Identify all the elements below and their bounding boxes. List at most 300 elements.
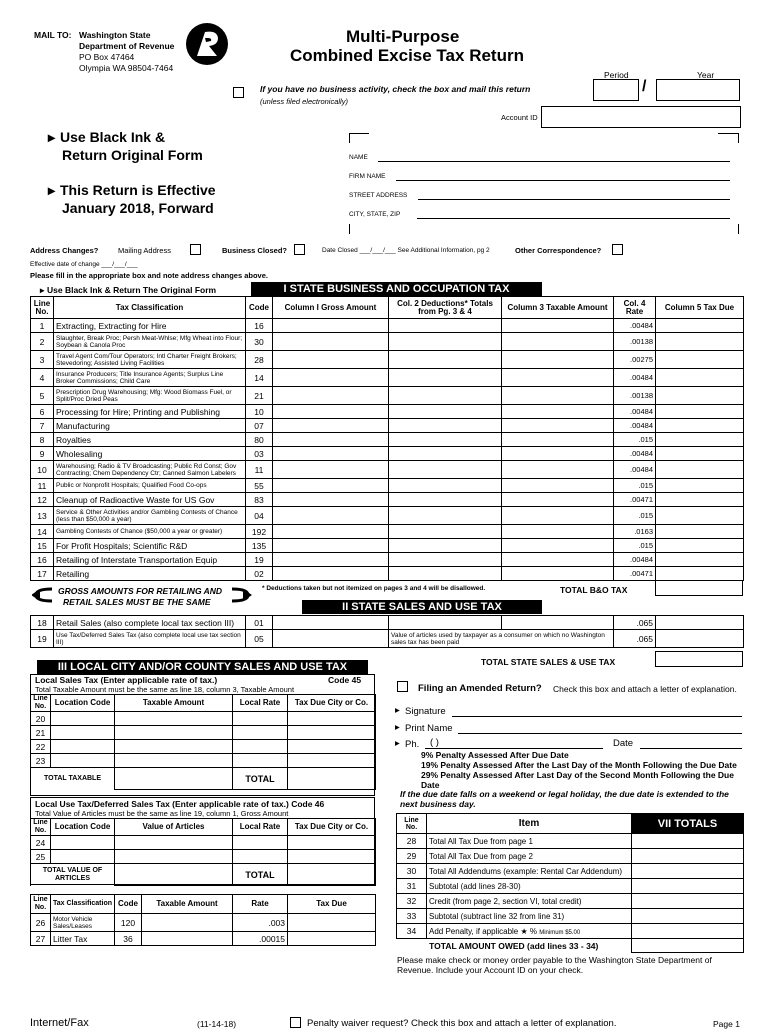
totals-amount[interactable]: [632, 864, 744, 879]
bo-deductions[interactable]: [389, 461, 502, 479]
bo-row: [31, 387, 744, 405]
misc-h-due: Tax Due: [288, 895, 376, 914]
totals-table: [396, 813, 744, 953]
bo-code: 11: [246, 461, 273, 479]
account-id-field[interactable]: [541, 106, 741, 128]
city-label: CITY, STATE, ZIP: [349, 211, 401, 218]
bo-rate: .015: [614, 507, 656, 525]
bo-classification: Royalties: [54, 433, 246, 447]
bo-gross-amount[interactable]: [273, 507, 389, 525]
year-label: Year: [697, 70, 715, 80]
bo-h-class: Tax Classification: [54, 297, 246, 319]
local-sales-location-code[interactable]: [51, 754, 115, 768]
sales-table: [30, 615, 744, 648]
addr-corner-left: [349, 133, 350, 143]
penalty-29: 29% Penalty Assessed After Last Day of the Second Month Following the Due Date: [421, 770, 734, 790]
local-sales-amount[interactable]: [115, 754, 233, 768]
local-sales-tax-due[interactable]: [288, 726, 376, 740]
bo-code: 10: [246, 405, 273, 419]
total-taxable-label: TOTAL TAXABLE: [31, 768, 115, 790]
bo-taxable-amount[interactable]: [502, 387, 614, 405]
date-field[interactable]: [640, 748, 742, 749]
addr-corner-right-top: [718, 133, 738, 134]
bo-classification: Service & Other Activities and/or Gambling Contests of Chance (less than $50,000 a year): [54, 507, 246, 525]
totals-item: Total All Addendums (example: Rental Car Addendum): [427, 864, 632, 879]
bo-taxable-amount[interactable]: [502, 405, 614, 419]
local-use-title: Local Use Tax/Deferred Sales Tax (Enter applicable rate of tax.) Code 46: [35, 799, 325, 809]
signature-arrow: ▸: [395, 705, 400, 716]
bo-deductions[interactable]: [389, 525, 502, 539]
penalty-star-icon: ★: [518, 926, 530, 936]
right-arrow-icon: [228, 586, 252, 604]
black-ink-note: Use Black Ink & Return The Original Form: [47, 285, 217, 295]
penalty-minimum: Minimum $5.00: [539, 929, 581, 936]
local-code-45: Code 45: [328, 675, 362, 685]
totals-item: Total All Tax Due from page 2: [427, 849, 632, 864]
totals-line-no: 28: [397, 834, 427, 849]
use-h-due: Tax Due City or Co.: [288, 819, 376, 836]
sales-gross-18[interactable]: [273, 616, 389, 630]
bo-line-no: 16: [31, 553, 54, 567]
bo-deductions[interactable]: [389, 479, 502, 493]
bo-line-no: 10: [31, 461, 54, 479]
bo-classification: Cleanup of Radioactive Waste for US Gov: [54, 493, 246, 507]
local-sales-row: [31, 712, 376, 726]
local-total-field[interactable]: [288, 768, 376, 790]
bo-taxable-amount[interactable]: [502, 419, 614, 433]
local-sales-rate[interactable]: [233, 754, 288, 768]
bo-row: [31, 493, 744, 507]
total-sales-field[interactable]: [655, 651, 743, 667]
print-name-field[interactable]: [458, 733, 742, 734]
sales-deduct-18[interactable]: [389, 616, 502, 630]
bo-tax-due[interactable]: [656, 479, 744, 493]
bo-row: [31, 567, 744, 581]
bo-gross-amount[interactable]: [273, 333, 389, 351]
year-field[interactable]: [656, 79, 740, 101]
bo-gross-amount[interactable]: [273, 447, 389, 461]
totals-amount[interactable]: [632, 849, 744, 864]
local-sales-location-code[interactable]: [51, 712, 115, 726]
sales-rate-18: .065: [614, 616, 656, 630]
local-use-amount[interactable]: [115, 836, 233, 850]
local-use-table: [30, 818, 376, 886]
bo-row: [31, 539, 744, 553]
bo-taxable-amount[interactable]: [502, 507, 614, 525]
local-h-loc: Location Code: [51, 695, 115, 712]
use-h-val: Value of Articles: [115, 819, 233, 836]
totals-row: [397, 864, 744, 879]
misc-h-rate: Rate: [233, 895, 288, 914]
totals-amount[interactable]: [632, 909, 744, 924]
bo-line-no: 6: [31, 405, 54, 419]
business-closed-label: Business Closed?: [222, 246, 288, 255]
amended-checkbox[interactable]: [397, 681, 408, 692]
bo-taxable-amount[interactable]: [502, 351, 614, 369]
bo-gross-amount[interactable]: [273, 351, 389, 369]
bo-taxable-amount[interactable]: [502, 567, 614, 581]
local-use-location-code[interactable]: [51, 836, 115, 850]
bo-tax-due[interactable]: [656, 419, 744, 433]
bo-taxable-amount[interactable]: [502, 447, 614, 461]
bo-line-no: 7: [31, 419, 54, 433]
bo-tax-due[interactable]: [656, 387, 744, 405]
penalty-percent: %: [529, 926, 540, 936]
mailing-address-checkbox[interactable]: [190, 244, 201, 255]
footer-left: Internet/Fax: [30, 1017, 89, 1029]
bo-rate: .0163: [614, 525, 656, 539]
addr-corner-bl: [349, 224, 350, 234]
bo-rate: .00484: [614, 369, 656, 387]
bo-h-c3: Column 3 Taxable Amount: [502, 297, 614, 319]
addr-corner-right: [738, 133, 739, 143]
local-sales-line-no: 22: [31, 740, 51, 754]
amount-owed-label: TOTAL AMOUNT OWED (add lines 33 - 34): [397, 939, 632, 953]
bo-tax-due[interactable]: [656, 369, 744, 387]
city-field[interactable]: [417, 218, 730, 219]
bo-gross-amount[interactable]: [273, 553, 389, 567]
sales-due-18[interactable]: [656, 616, 744, 630]
sales-line-19: 19: [31, 630, 54, 648]
bo-classification: Retailing: [54, 567, 246, 581]
total-taxable-field[interactable]: [115, 768, 233, 790]
bo-deductions[interactable]: [389, 567, 502, 581]
bo-deductions[interactable]: [389, 333, 502, 351]
electronic-note: (unless filed electronically): [260, 97, 348, 106]
local-sales-title: Local Sales Tax (Enter applicable rate of tax.): [35, 675, 218, 685]
local-section-title: III LOCAL CITY AND/OR COUNTY SALES AND USE TAX: [37, 660, 368, 674]
totals-line-no: 29: [397, 849, 427, 864]
bo-taxable-amount[interactable]: [502, 553, 614, 567]
street-field[interactable]: [418, 199, 730, 200]
name-field[interactable]: [378, 161, 730, 162]
bo-line-no: 2: [31, 333, 54, 351]
local-use-amount[interactable]: [115, 850, 233, 864]
page-number: Page 1: [713, 1019, 740, 1029]
bo-taxable-amount[interactable]: [502, 479, 614, 493]
bo-deductions[interactable]: [389, 419, 502, 433]
bo-code: 19: [246, 553, 273, 567]
instr-arrow-1: ▸: [48, 129, 56, 145]
bo-h-c4: Col. 4 Rate: [614, 297, 656, 319]
bo-gross-amount[interactable]: [273, 419, 389, 433]
date-closed-text: Date Closed ___/___/___ See Additional Information, pg 2: [322, 247, 490, 254]
bo-gross-amount[interactable]: [273, 319, 389, 333]
amount-owed-field[interactable]: [632, 939, 744, 953]
gross-note-1: GROSS AMOUNTS FOR RETAILING AND: [58, 586, 223, 596]
bo-line-no: 3: [31, 351, 54, 369]
bo-line-no: 15: [31, 539, 54, 553]
bo-deductions[interactable]: [389, 433, 502, 447]
local-sales-location-code[interactable]: [51, 726, 115, 740]
bo-gross-amount[interactable]: [273, 479, 389, 493]
totals-row: [397, 894, 744, 909]
local-sales-line-no: 20: [31, 712, 51, 726]
bo-code: 03: [246, 447, 273, 461]
local-sales-amount[interactable]: [115, 712, 233, 726]
totals-row: [397, 909, 744, 924]
local-total-label: TOTAL: [233, 768, 288, 790]
bo-classification: Manufacturing: [54, 419, 246, 433]
business-closed-checkbox[interactable]: [294, 244, 305, 255]
bo-classification: Public or Nonprofit Hospitals; Qualified Food Co-ops: [54, 479, 246, 493]
bo-line-no: 8: [31, 433, 54, 447]
bo-code: 16: [246, 319, 273, 333]
bo-deductions[interactable]: [389, 539, 502, 553]
form-title-1: Multi-Purpose: [346, 27, 460, 46]
bo-h-c2: Col. 2 Deductions* Totals from Pg. 3 & 4: [389, 297, 502, 319]
local-use-tax-due[interactable]: [288, 836, 376, 850]
bo-gross-amount[interactable]: [273, 525, 389, 539]
misc-due-26[interactable]: [288, 914, 376, 932]
bo-tax-due[interactable]: [656, 567, 744, 581]
signature-field[interactable]: [452, 716, 742, 717]
instr-effective: This Return is Effective: [60, 182, 216, 198]
bo-classification: Prescription Drug Warehousing; Mfg: Wood Biomass Fuel, or Split/Proc Dried Peas: [54, 387, 246, 405]
bo-gross-amount[interactable]: [273, 369, 389, 387]
bo-rate: .00484: [614, 553, 656, 567]
bo-row: [31, 461, 744, 479]
total-bo-field[interactable]: [655, 580, 743, 596]
bo-deductions[interactable]: [389, 493, 502, 507]
local-use-line-no: 24: [31, 836, 51, 850]
bo-gross-amount[interactable]: [273, 433, 389, 447]
use-total-field[interactable]: [288, 864, 376, 886]
sales-line-18: 18: [31, 616, 54, 630]
waiver-text: Penalty waiver request? Check this box and attach a letter of explanation.: [307, 1018, 617, 1029]
bo-code: 02: [246, 567, 273, 581]
use-total-label: TOTAL: [233, 864, 288, 886]
bo-classification: Travel Agent Com/Tour Operators; Intl Charter Freight Brokers; Stevedoring; Assisted Living Facilities: [54, 351, 246, 369]
sales-section-title: II STATE SALES AND USE TAX: [302, 600, 542, 614]
misc-class-27: Litter Tax: [51, 932, 115, 946]
bo-line-no: 12: [31, 493, 54, 507]
bo-gross-amount[interactable]: [273, 387, 389, 405]
local-sales-tax-due[interactable]: [288, 754, 376, 768]
print-name-label: Print Name: [405, 723, 453, 734]
misc-line-26: 26: [31, 914, 51, 932]
bo-rate: .015: [614, 539, 656, 553]
addr-corner-left-top: [349, 133, 369, 134]
bo-gross-amount[interactable]: [273, 461, 389, 479]
use-h-rate: Local Rate: [233, 819, 288, 836]
agency-dept: Department of Revenue: [79, 41, 175, 51]
bo-section-title: I STATE BUSINESS AND OCCUPATION TAX: [251, 282, 542, 296]
bo-tax-due[interactable]: [656, 433, 744, 447]
bo-taxable-amount[interactable]: [502, 461, 614, 479]
totals-line-no: 31: [397, 879, 427, 894]
bo-gross-amount[interactable]: [273, 405, 389, 419]
local-sales-tax-due[interactable]: [288, 712, 376, 726]
phone-paren: ( ): [430, 737, 439, 748]
bo-classification: Retailing of Interstate Transportation Equip: [54, 553, 246, 567]
bo-rate: .00484: [614, 419, 656, 433]
bo-gross-amount[interactable]: [273, 493, 389, 507]
bo-taxable-amount[interactable]: [502, 539, 614, 553]
bo-code: 83: [246, 493, 273, 507]
firm-field[interactable]: [396, 180, 730, 181]
totals-row: [397, 879, 744, 894]
bo-taxable-amount[interactable]: [502, 433, 614, 447]
local-use-line-no: 25: [31, 850, 51, 864]
local-use-note: Total Value of Articles must be the same as line 19, column 1, Gross Amount: [35, 809, 289, 818]
bo-code: 28: [246, 351, 273, 369]
bo-classification: Gambling Contests of Chance ($50,000 a year or greater): [54, 525, 246, 539]
bo-row: [31, 333, 744, 351]
bo-deductions[interactable]: [389, 387, 502, 405]
bo-gross-amount[interactable]: [273, 567, 389, 581]
local-use-row: [31, 850, 376, 864]
bo-code: 14: [246, 369, 273, 387]
local-sales-location-code[interactable]: [51, 740, 115, 754]
totals-line-no: 32: [397, 894, 427, 909]
bo-row: [31, 447, 744, 461]
street-label: STREET ADDRESS: [349, 192, 408, 199]
local-h-due: Tax Due City or Co.: [288, 695, 376, 712]
account-id-label: Account ID: [501, 113, 538, 122]
bo-row: [31, 351, 744, 369]
period-field[interactable]: [593, 79, 639, 101]
misc-h-line: Line No.: [31, 895, 51, 914]
bo-code: 21: [246, 387, 273, 405]
effective-change-text: Effective date of change ___/___/___: [30, 261, 138, 268]
bo-taxable-amount[interactable]: [502, 369, 614, 387]
bo-deductions[interactable]: [389, 507, 502, 525]
totals-row: [397, 849, 744, 864]
bo-tax-due[interactable]: [656, 507, 744, 525]
bo-tax-due[interactable]: [656, 553, 744, 567]
footer-date: (11-14-18): [197, 1019, 237, 1029]
bo-deductions[interactable]: [389, 553, 502, 567]
local-use-rate[interactable]: [233, 850, 288, 864]
local-sales-tax-due[interactable]: [288, 740, 376, 754]
bo-taxable-amount[interactable]: [502, 319, 614, 333]
bo-taxable-amount[interactable]: [502, 493, 614, 507]
bo-code: 135: [246, 539, 273, 553]
no-activity-checkbox[interactable]: [233, 87, 244, 98]
agency-city: Olympia WA 98504-7464: [79, 63, 174, 73]
local-use-location-code[interactable]: [51, 850, 115, 864]
bo-classification: Extracting, Extracting for Hire: [54, 319, 246, 333]
bo-tax-due[interactable]: [656, 333, 744, 351]
bo-tax-due[interactable]: [656, 493, 744, 507]
bo-code: 30: [246, 333, 273, 351]
phone-field[interactable]: [425, 748, 603, 749]
local-sales-amount[interactable]: [115, 740, 233, 754]
total-bo-label: TOTAL B&O TAX: [560, 585, 628, 595]
bo-tax-due[interactable]: [656, 525, 744, 539]
black-ink-arrow: ▸: [40, 285, 45, 295]
other-correspondence-checkbox[interactable]: [612, 244, 623, 255]
local-sales-rate[interactable]: [233, 740, 288, 754]
waiver-checkbox[interactable]: [290, 1017, 301, 1028]
sales-gross-19[interactable]: [273, 630, 389, 648]
bo-rate: .00138: [614, 387, 656, 405]
bo-tax-due[interactable]: [656, 319, 744, 333]
bo-rate: .00484: [614, 405, 656, 419]
totals-row: [397, 924, 744, 939]
sales-due-19[interactable]: [656, 630, 744, 648]
misc-due-27[interactable]: [288, 932, 376, 946]
firm-label: FIRM NAME: [349, 173, 386, 180]
totals-title: VII TOTALS: [632, 814, 744, 834]
use-h-line: Line No.: [31, 819, 51, 836]
bo-deductions[interactable]: [389, 405, 502, 419]
bo-rate: .00484: [614, 447, 656, 461]
bo-rate: .015: [614, 479, 656, 493]
bo-taxable-amount[interactable]: [502, 333, 614, 351]
local-sales-rate[interactable]: [233, 726, 288, 740]
bo-tax-due[interactable]: [656, 539, 744, 553]
bo-tax-due[interactable]: [656, 461, 744, 479]
bo-code: 55: [246, 479, 273, 493]
dor-logo-icon: [185, 22, 229, 66]
local-use-rate[interactable]: [233, 836, 288, 850]
bo-taxable-amount[interactable]: [502, 525, 614, 539]
totals-amount[interactable]: [632, 924, 744, 939]
bo-tax-due[interactable]: [656, 351, 744, 369]
mail-to-label: MAIL TO:: [34, 30, 72, 40]
bo-line-no: 17: [31, 567, 54, 581]
totals-amount[interactable]: [632, 894, 744, 909]
bo-line-no: 13: [31, 507, 54, 525]
sales-class-18: Retail Sales (also complete local tax section III): [54, 616, 246, 630]
bo-deductions[interactable]: [389, 369, 502, 387]
local-sales-line-no: 23: [31, 754, 51, 768]
bo-classification: Processing for Hire; Printing and Publishing: [54, 405, 246, 419]
local-use-row: [31, 836, 376, 850]
bo-deductions[interactable]: [389, 319, 502, 333]
misc-h-amt: Taxable Amount: [142, 895, 233, 914]
instr-return-original: Return Original Form: [62, 147, 203, 163]
local-use-tax-due[interactable]: [288, 850, 376, 864]
bo-rate: .00484: [614, 461, 656, 479]
sales-taxable-18[interactable]: [502, 616, 614, 630]
bo-row: [31, 319, 744, 333]
bo-tax-due[interactable]: [656, 447, 744, 461]
misc-amt-27[interactable]: [142, 932, 233, 946]
local-sales-rate[interactable]: [233, 712, 288, 726]
total-value-field[interactable]: [115, 864, 233, 886]
misc-amt-26[interactable]: [142, 914, 233, 932]
bo-row: [31, 525, 744, 539]
bo-row: [31, 369, 744, 387]
amended-rest: Check this box and attach a letter of explanation.: [553, 684, 737, 694]
bo-h-code: Code: [246, 297, 273, 319]
bo-line-no: 9: [31, 447, 54, 461]
bo-deductions[interactable]: [389, 351, 502, 369]
amended-label: Filing an Amended Return?: [418, 683, 542, 694]
misc-code-27: 36: [115, 932, 142, 946]
bo-tax-due[interactable]: [656, 405, 744, 419]
totals-amount[interactable]: [632, 879, 744, 894]
bo-rate: .00471: [614, 493, 656, 507]
address-changes-label: Address Changes?: [30, 246, 99, 255]
local-h-rate: Local Rate: [233, 695, 288, 712]
misc-line-27: 27: [31, 932, 51, 946]
no-activity-text: If you have no business activity, check the box and mail this return: [260, 84, 531, 94]
period-slash: /: [642, 78, 647, 95]
sales-code-19: 05: [246, 630, 273, 648]
bo-h-c5: Column 5 Tax Due: [656, 297, 744, 319]
totals-amount[interactable]: [632, 834, 744, 849]
local-sales-amount[interactable]: [115, 726, 233, 740]
bo-gross-amount[interactable]: [273, 539, 389, 553]
bo-deductions[interactable]: [389, 447, 502, 461]
totals-line-no: 33: [397, 909, 427, 924]
signature-label: Signature: [405, 706, 446, 717]
bo-code: 04: [246, 507, 273, 525]
